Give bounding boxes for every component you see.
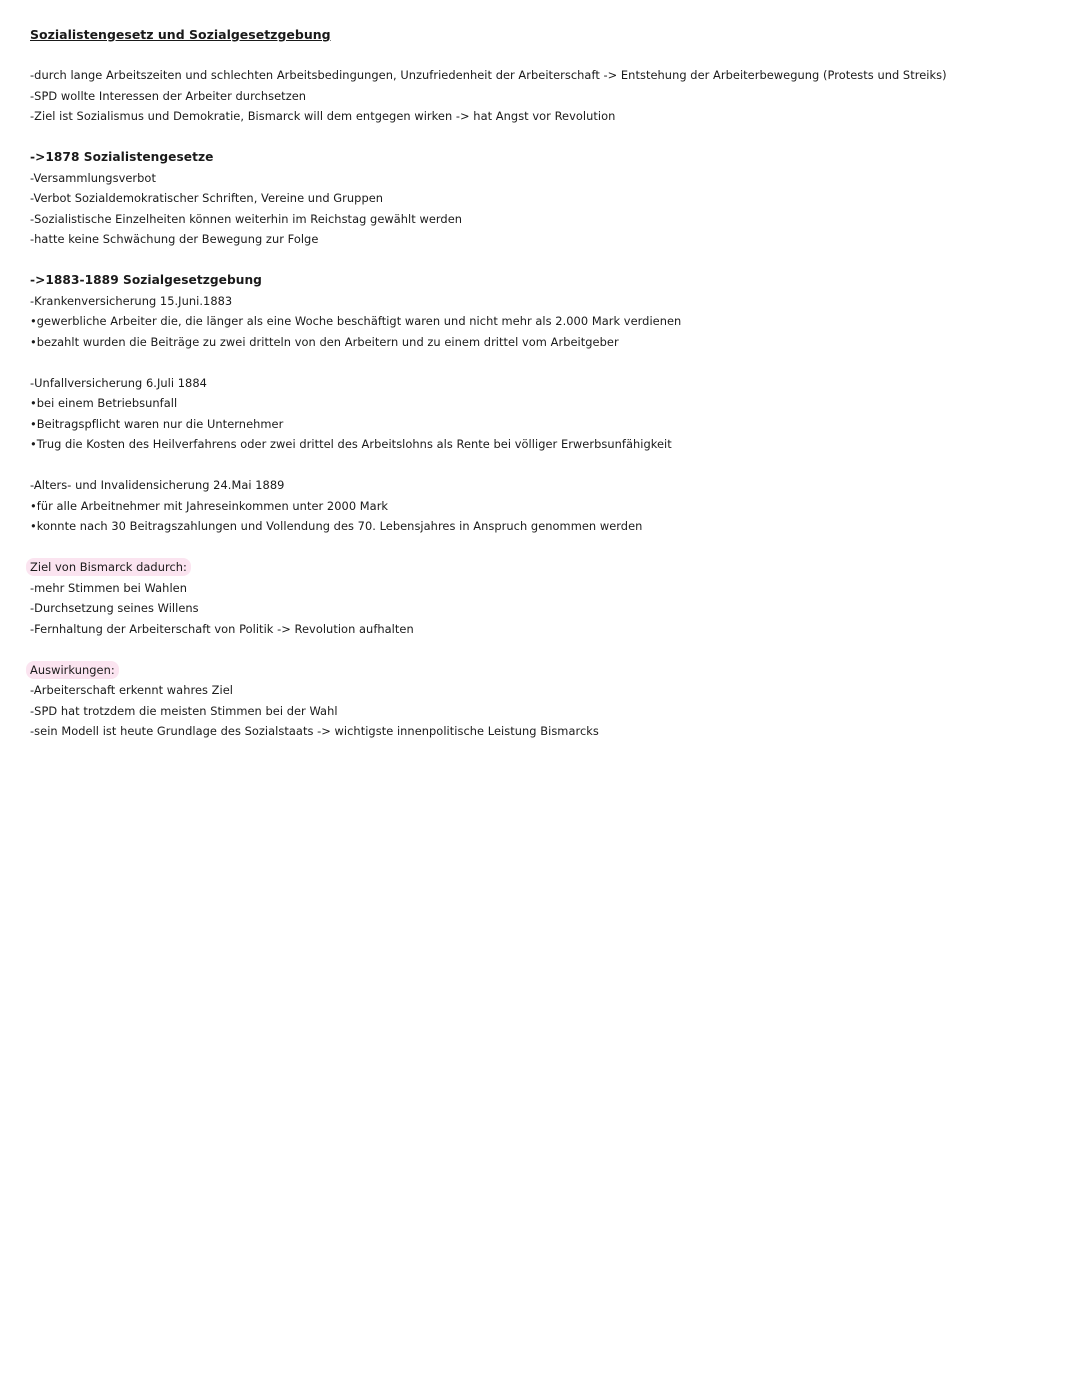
spacer <box>30 639 1060 660</box>
bullet-item: •bei einem Betriebsunfall <box>30 396 178 410</box>
spacer <box>30 352 1060 373</box>
intro-line: -Ziel ist Sozialismus und Demokratie, Bismarck will dem entgegen wirken -> hat Angst vor Revolution <box>30 109 616 123</box>
spacer <box>30 250 1060 271</box>
section-heading-auswirkungen-wrapper <box>30 660 1060 681</box>
list-item: -Fernhaltung der Arbeiterschaft von Politik -> Revolution aufhalten <box>30 621 414 636</box>
subsection-label-unfallversicherung: -Unfallversicherung 6.Juli 1884 <box>30 375 207 390</box>
highlighted-heading-auswirkungen: Auswirkungen: <box>26 661 119 679</box>
intro-line: -durch lange Arbeitszeiten und schlechten Arbeitsbedingungen, Unzufriedenheit der Arbeiterschaft -> Entstehung der Arbeiterbewegung (Protests und Streiks) <box>30 68 947 82</box>
list-item: -mehr Stimmen bei Wahlen <box>30 580 187 595</box>
list-item: -hatte keine Schwächung der Bewegung zur Folge <box>30 232 319 246</box>
spacer <box>30 537 1060 558</box>
highlighted-heading-ziel: Ziel von Bismarck dadurch: <box>26 558 191 576</box>
section-heading-sozialistengesetze: ->1878 Sozialistengesetze <box>30 150 214 164</box>
list-item: -Arbeiterschaft erkennt wahres Ziel <box>30 683 234 697</box>
list-item: -Durchsetzung seines Willens <box>30 601 199 615</box>
list-item: -Sozialistische Einzelheiten können weiterhin im Reichstag gewählt werden <box>30 211 463 226</box>
list-item: -SPD hat trotzdem die meisten Stimmen bei der Wahl <box>30 703 338 718</box>
spacer <box>30 127 1060 148</box>
intro-line: -SPD wollte Interessen der Arbeiter durchsetzen <box>30 88 307 103</box>
page-title: Sozialistengesetz und Sozialgesetzgebung <box>30 27 331 42</box>
bullet-item: •gewerbliche Arbeiter die, die länger als eine Woche beschäftigt waren und nicht mehr als 2.000 Mark verdienen <box>30 314 682 328</box>
subsection-label-krankenversicherung: -Krankenversicherung 15.Juni.1883 <box>30 293 233 308</box>
bullet-item: •bezahlt wurden die Beiträge zu zwei dritteln von den Arbeitern und zu einem drittel vom Arbeitgeber <box>30 334 619 349</box>
list-item: -Verbot Sozialdemokratischer Schriften, Vereine und Gruppen <box>30 191 384 205</box>
bullet-item: •Beitragspflicht waren nur die Unternehmer <box>30 416 284 431</box>
section-heading-sozialgesetzgebung: ->1883-1889 Sozialgesetzgebung <box>30 273 262 287</box>
document-page <box>30 25 1060 742</box>
list-item: -Versammlungsverbot <box>30 170 156 185</box>
spacer <box>30 45 1060 65</box>
list-item: -sein Modell ist heute Grundlage des Sozialstaats -> wichtigste innenpolitische Leistung Bismarcks <box>30 724 599 738</box>
subsection-label-alterssicherung: -Alters- und Invalidensicherung 24.Mai 1889 <box>30 478 285 492</box>
section-heading-ziel-wrapper <box>30 557 1060 578</box>
spacer <box>30 455 1060 476</box>
bullet-item: •Trug die Kosten des Heilverfahrens oder zwei drittel des Arbeitslohns als Rente bei völliger Erwerbsunfähigkeit <box>30 437 672 451</box>
bullet-item: •konnte nach 30 Beitragszahlungen und Vollendung des 70. Lebensjahres in Anspruch genommen werden <box>30 519 643 533</box>
bullet-item: •für alle Arbeitnehmer mit Jahreseinkommen unter 2000 Mark <box>30 498 389 513</box>
